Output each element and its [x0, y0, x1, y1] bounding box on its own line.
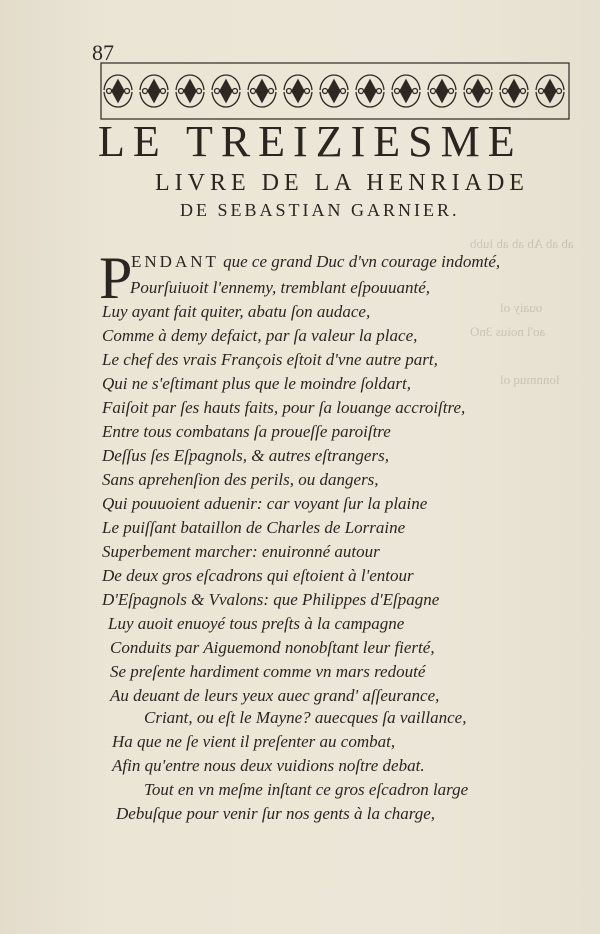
verse-line: Pourſuiuoit l'ennemy, tremblant eſpouuanté,	[130, 278, 430, 297]
verse-line: D'Eſpagnols & Vvalons: que Philippes d'Eſpagne	[102, 590, 440, 609]
author-line: DE SEBASTIAN GARNIER.	[180, 200, 460, 220]
show-through-text: ao'l noius 3nO	[470, 324, 546, 339]
ornament-motif	[248, 75, 276, 107]
drop-cap: P	[99, 245, 133, 311]
chapter-subtitle: LIVRE DE LA HENRIADE	[155, 170, 529, 196]
verse-line: Le chef des vrais François eſtoit d'vne autre part,	[102, 350, 438, 369]
ornament-motif	[356, 75, 384, 107]
verse-line: Criant, ou eſt le Mayne? auecques ſa vaillance,	[144, 708, 467, 727]
verse-line: Conduits par Aiguemond nonobſtant leur fierté,	[110, 638, 435, 657]
ornament-motif	[104, 75, 132, 107]
show-through-text: lonnmuq ol	[500, 372, 560, 387]
verse-line: Au deuant de leurs yeux auec grand' aſſeurance,	[110, 686, 440, 705]
chapter-title: LE TREIZIESME	[98, 117, 523, 166]
verse-line: Faiſoit par ſes hauts faits, pour ſa louange accroiſtre,	[102, 398, 466, 417]
verse-line: Ha que ne ſe vient il preſenter au combat,	[112, 732, 396, 751]
ornament-motif	[500, 75, 528, 107]
ornament-motif	[536, 75, 564, 107]
verse-line: Luy auoit enuoyé tous preſts à la campagne	[108, 614, 405, 633]
show-through-text: ouaiy ol	[500, 300, 543, 315]
first-verse-line	[131, 252, 500, 272]
ornament-motif	[176, 75, 204, 107]
verse-line: Se preſente hardiment comme vn mars redouté	[110, 662, 426, 681]
verse-line: Superbement marcher: enuironné autour	[102, 542, 380, 561]
verse-line: Qui ne s'eſtimant plus que le moindre ſoldart,	[102, 374, 411, 393]
verse-line: Comme à demy defaict, par ſa valeur la place,	[102, 326, 418, 345]
verse-line: De deux gros eſcadrons qui eſtoient à l'entour	[102, 566, 414, 585]
page-number: 87	[92, 40, 114, 65]
ornament-motif	[392, 75, 420, 107]
verse-line: Afin qu'entre nous deux vuidions noſtre debat.	[112, 756, 425, 775]
ornament-motif	[284, 75, 312, 107]
ornament-motif	[320, 75, 348, 107]
verse-line: Le puiſſant bataillon de Charles de Lorraine	[102, 518, 406, 537]
verse-line: Luy ayant fait quiter, abatu ſon audace,	[102, 302, 371, 321]
verse-line: Entre tous combatans ſa proueſſe paroiſtre	[102, 422, 391, 441]
ornament-motif	[212, 75, 240, 107]
ornament-motif	[464, 75, 492, 107]
first-line-capitals: ENDANT	[131, 252, 219, 271]
verse-line: Sans aprehenſion des perils, ou dangers,	[102, 470, 379, 489]
first-line-text: que ce grand Duc d'vn courage indomté,	[223, 252, 501, 271]
verse-line: Debuſque pour venir ſur nos gents à la charge,	[116, 804, 436, 823]
verse-line: Qui pouuoient aduenir: car voyant ſur la plaine	[102, 494, 428, 513]
show-through-text: ab ab Ab ab ab lubb	[470, 236, 574, 251]
verse-line: Deſſus ſes Eſpagnols, & autres eſtrangers,	[102, 446, 389, 465]
verse-line: Tout en vn meſme inſtant ce gros eſcadron large	[144, 780, 469, 799]
decorative-headpiece	[100, 62, 570, 120]
ornament-motif	[428, 75, 456, 107]
ornament-motif	[140, 75, 168, 107]
